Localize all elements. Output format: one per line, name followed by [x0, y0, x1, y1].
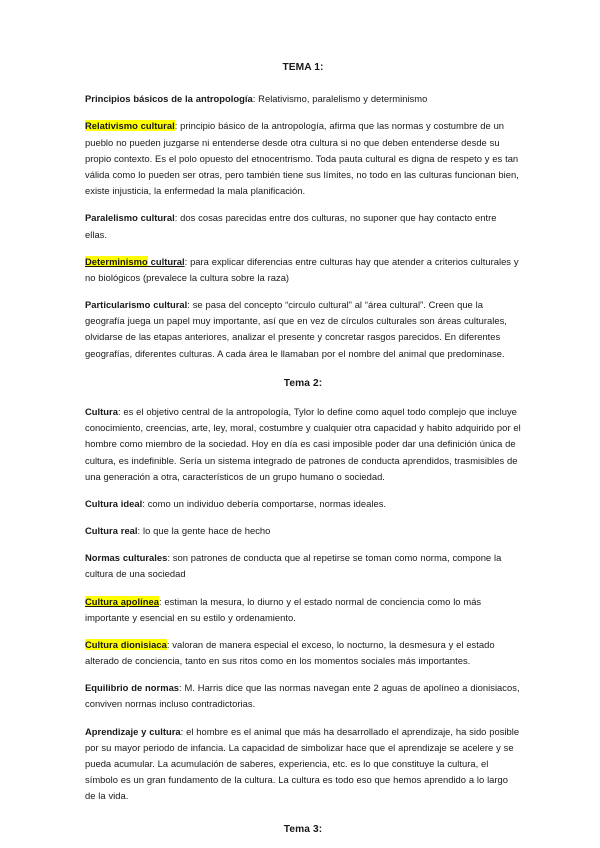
body-normas-culturales: : son patrones de conducta que al repetirse se toman como norma, compone la cultura de una sociedad — [85, 552, 502, 580]
term-paralelismo-cultural: Paralelismo cultural — [85, 212, 175, 224]
body-cultura-ideal: : como un individuo debería comportarse, normas ideales. — [142, 497, 387, 509]
heading-block-tema2 — [85, 376, 521, 391]
term-particularismo-cultural: Particularismo cultural — [85, 299, 188, 311]
term-cultura-ideal: Cultura ideal — [85, 497, 143, 509]
heading-tema-3: Tema 3: — [283, 824, 323, 836]
heading-tema-2: Tema 2: — [283, 377, 323, 389]
term-determinismo-plain: cultural — [147, 255, 185, 267]
heading-block-tema1 — [85, 60, 521, 75]
paragraph-determinismo — [85, 254, 521, 286]
body-cultura: : es el objetivo central de la antropología, Tylor lo define como aquel todo complejo que incluye conocimiento, creencias, arte, ley, moral, costumbre y cualquier otra capacidad y habito adquirido por el hombre como miembro de la sociedad. Hoy en día es casi imposible poder dar una definición única de cultura, es indefinible. Sería un sistema integrado de patrones de conducta aprendidos, trasmisibles de una generación a otra, característicos de un grupo humano o sociedad. — [85, 406, 521, 482]
body-paralelismo: : dos cosas parecidas entre dos culturas, no suponer que hay contacto entre ellas. — [85, 212, 497, 240]
term-cultura-real: Cultura real — [85, 525, 138, 537]
term-cultura-dionisiaca: Cultura dionisiaca — [85, 638, 167, 650]
body-principios: : Relativismo, paralelismo y determinismo — [252, 93, 428, 105]
paragraph-paralelismo — [85, 210, 521, 242]
body-aprendizaje-cultura: : el hombre es el animal que más ha desarrollado el aprendizaje, ha sido posible por su mayor periodo de infancia. La capacidad de simbolizar hace que el aprendizaje se acelere y se pueda acumular. La acumulación de saberes, experiencia, etc. es lo que constituye la cultura, el símbolo es un gran fundamento de la cultura. La cultura es todo eso que hemos aprendido a lo largo de la vida. — [85, 725, 520, 802]
paragraph-cultura-dionisiaca — [85, 637, 521, 669]
term-cultura-apolinea: Cultura apolínea — [85, 595, 159, 607]
body-relativismo: : principio básico de la antropología, afirma que las normas y costumbre de un pueblo no pueden juzgarse ni entenderse desde otra cultura si no que deben entenderse desde su propio contexto. Es el polo opuesto del etnocentrismo. Toda pauta cultural es digna de respeto y es tan válida como lo pueden ser otras, pero también tiene sus límites, no todo en las culturas funcionan bien, existe injusticia, la enfermedad la mala planificación. — [85, 120, 519, 197]
paragraph-equilibrio-normas — [85, 680, 521, 712]
body-equilibrio-normas: : M. Harris dice que las normas navegan ente 2 aguas de apolíneo a dionisiacos, conviven normas incluso contradictorias. — [85, 682, 520, 710]
term-normas-culturales: Normas culturales — [85, 552, 168, 564]
paragraph-cultura — [85, 404, 521, 485]
term-determinismo-highlighted: Determinismo — [85, 255, 148, 267]
paragraph-principios — [85, 91, 521, 107]
term-cultura: Cultura — [85, 406, 118, 417]
document-body — [85, 60, 521, 838]
term-aprendizaje-y-cultura: Aprendizaje y cultura — [85, 725, 181, 737]
body-cultura-dionisiaca: : valoran de manera especial el exceso, lo nocturno, la desmesura y el estado alterado de conciencia, tanto en sus ritos como en los momentos sociales más importantes. — [85, 638, 495, 667]
paragraph-aprendizaje-cultura — [85, 724, 521, 805]
body-particularismo: : se pasa del concepto “circulo cultural” al “área cultural”. Creen que la geografía juega un papel muy importante, así que en vez de círculos culturales son áreas culturales, olvidarse de las etapas anteriores, analizar el presente y concretar rasgos parecidos. En diferentes geografías, diferentes culturas. A cada área le llamaban por el nombre del animal que predominase. — [85, 299, 507, 359]
paragraph-normas-culturales — [85, 550, 521, 582]
paragraph-particularismo — [85, 297, 521, 362]
paragraph-relativismo — [85, 118, 521, 199]
body-cultura-real: : lo que la gente hace de hecho — [137, 525, 271, 537]
heading-tema-1: TEMA 1: — [282, 62, 324, 73]
body-cultura-apolinea: : estiman la mesura, lo diurno y el estado normal de conciencia como lo más importante y esencial en su estilo y ordenamiento. — [85, 595, 482, 623]
term-principios: Principios básicos de la antropología — [85, 93, 253, 105]
term-equilibrio-de-normas: Equilibrio de normas — [85, 682, 180, 694]
paragraph-cultura-ideal — [85, 496, 521, 512]
body-determinismo: : para explicar diferencias entre culturas hay que atender a criterios culturales y no biológicos (prevalece la cultura sobre la raza) — [85, 255, 519, 283]
paragraph-cultura-real — [85, 523, 521, 539]
heading-block-tema3 — [85, 822, 521, 837]
term-relativismo-cultural: Relativismo cultural — [85, 120, 175, 132]
paragraph-cultura-apolinea — [85, 594, 521, 626]
